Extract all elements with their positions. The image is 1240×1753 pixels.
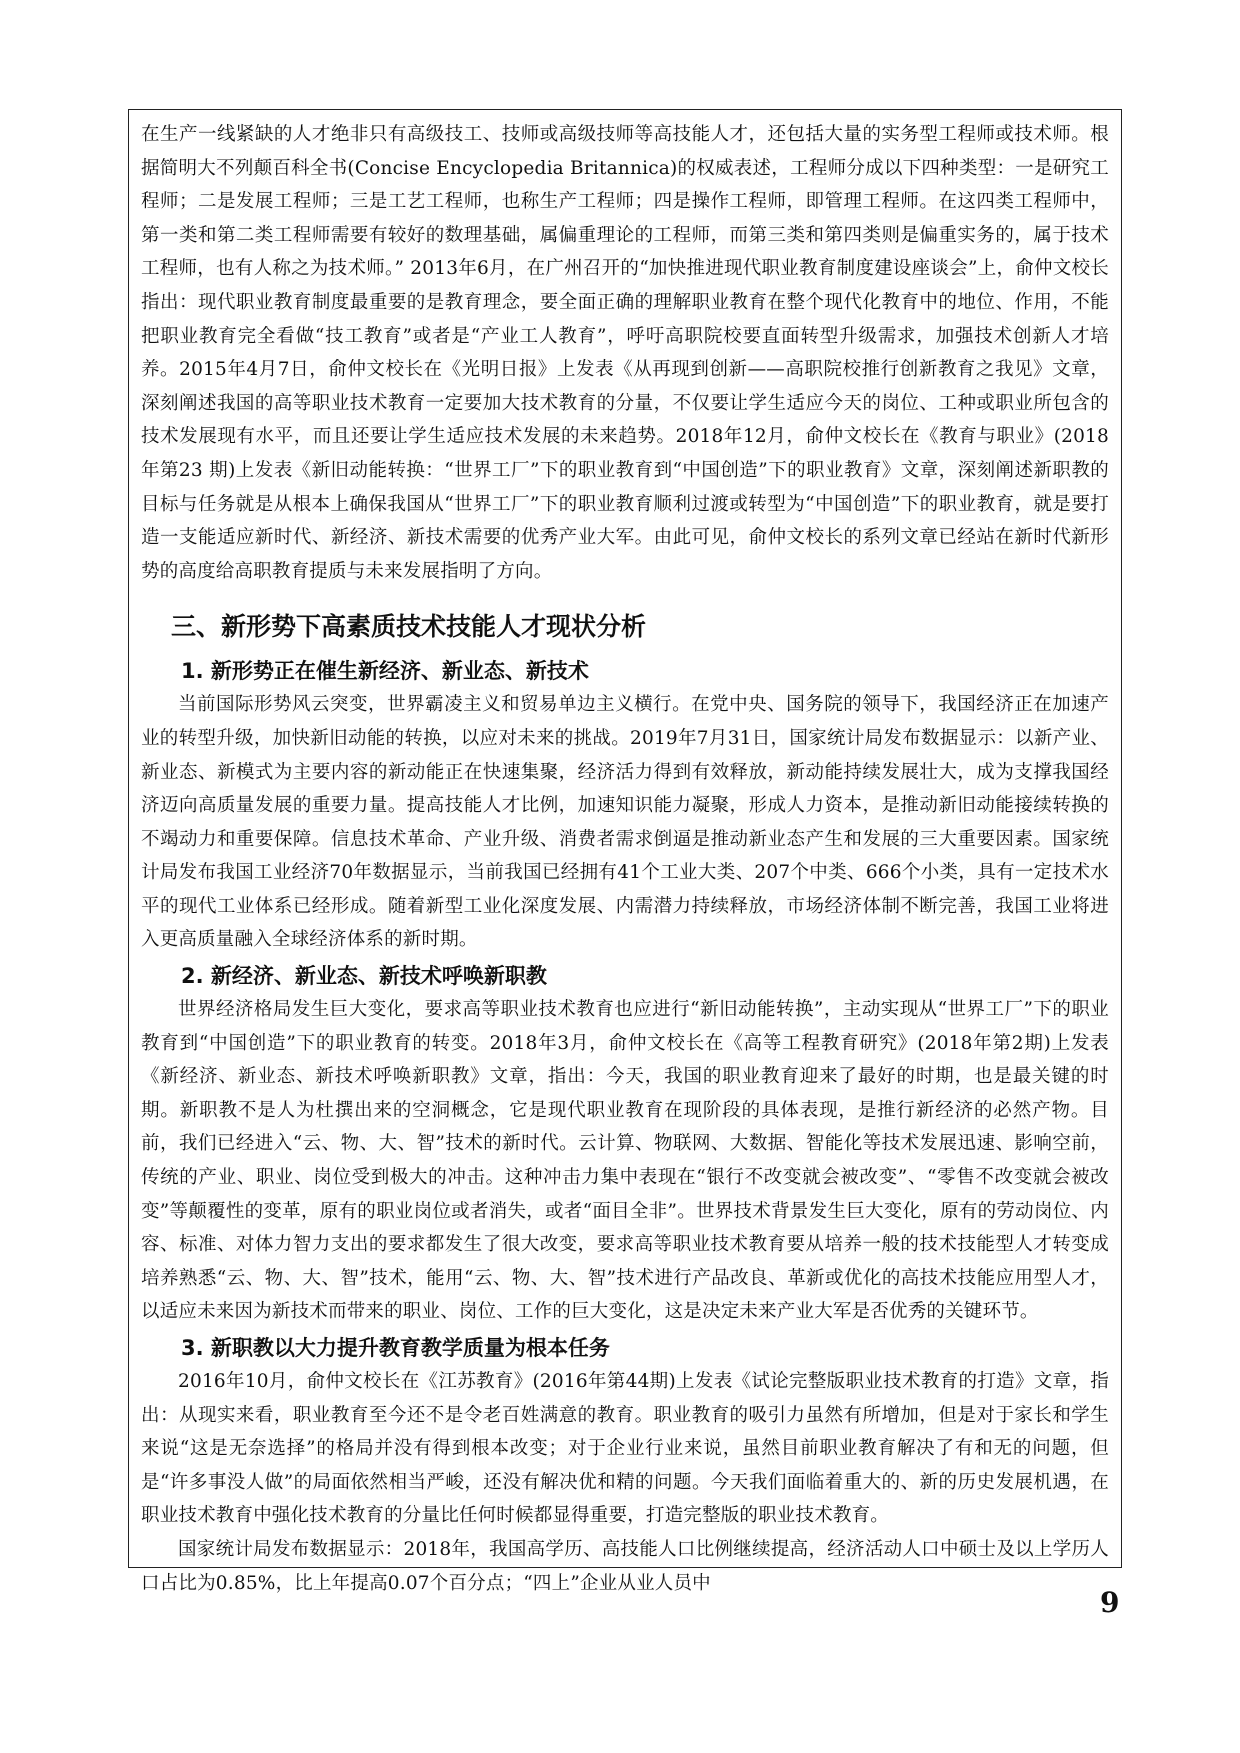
page-number: 9 bbox=[1100, 1586, 1120, 1619]
section-heading: 三、新形势下高素质技术技能人才现状分析 bbox=[171, 612, 647, 642]
opening-paragraph: 在生产一线紧缺的人才绝非只有高级技工、技师或高级技师等高技能人才，还包括大量的实务型工程师或技术师。根据简明大不列颠百科全书(Concise Encyclopedia Britannica)的权威表述，工程师分成以下四种类型：一是研究工程师；二是发展工程师；三是工艺工程师，也称生产工程师；四是操作工程师，即管理工程师。在这四类工程师中，第一类和第二类工程师需要有较好的数理基础，属偏重理论的工程师，而第三类和第四类则是偏重实务的，属于技术工程师，也有人称之为技术师。” 2013年6月，在广州召开的“加快推进现代职业教育制度建设座谈会”上，俞仲文校长指出：现代职业教育制度最重要的是教育理念，要全面正确的理解职业教育在整个现代化教育中的地位、作用，不能把职业教育完全看做“技工教育”或者是“产业工人教育”，呼吁高职院校要直面转型升级需求，加强技术创新人才培养。2015年4月7日，俞仲文校长在《光明日报》上发表《从再现到创新——高职院校推行创新教育之我见》文章，深刻阐述我国的高等职业技术教育一定要加大技术教育的分量，不仅要让学生适应今天的岗位、工种或职业所包含的技术发展现有水平，而且还要让学生适应技术发展的未来趋势。2018年12月，俞仲文校长在《教育与职业》(2018年第23 期)上发表《新旧动能转换：“世界工厂”下的职业教育到“中国创造”下的职业教育》文章，深刻阐述新职教的目标与任务就是从根本上确保我国从“世界工厂”下的职业教育顺利过渡或转型为“中国创造”下的职业教育，就是要打造一支能适应新时代、新经济、新技术需要的优秀产业大军。由此可见，俞仲文校长的系列文章已经站在新时代新形势的高度给高职教育提质与未来发展指明了方向。 bbox=[141, 124, 1109, 582]
subsection-1-paragraph: 当前国际形势风云突变，世界霸凌主义和贸易单边主义横行。在党中央、国务院的领导下，我国经济正在加速产业的转型升级，加快新旧动能的转换，以应对未来的挑战。2019年7月31日，国家统计局发布数据显示：以新产业、新业态、新模式为主要内容的新动能正在快速集聚，经济活力得到有效释放，新动能持续发展壮大，成为支撑我国经济迈向高质量发展的重要力量。提高技能人才比例，加速知识能力凝聚，形成人力资本，是推动新旧动能接续转换的不竭动力和重要保障。信息技术革命、产业升级、消费者需求倒逼是推动新业态产生和发展的三大重要因素。国家统计局发布我国工业经济70年数据显示，当前我国已经拥有41个工业大类、207个中类、666个小类，具有一定技术水平的现代工业体系已经形成。随着新型工业化深度发展、内需潜力持续释放，市场经济体制不断完善，我国工业将进入更高质量融入全球经济体系的新时期。 bbox=[141, 694, 1109, 951]
content-frame bbox=[128, 109, 1122, 1594]
subsection-1-heading: 1. 新形势正在催生新经济、新业态、新技术 bbox=[181, 659, 589, 684]
subsection-2-heading: 2. 新经济、新业态、新技术呼唤新职教 bbox=[181, 964, 547, 989]
subsection-3-heading: 3. 新职教以大力提升教育教学质量为根本任务 bbox=[181, 1336, 610, 1360]
subsection-3-paragraph-1: 2016年10月，俞仲文校长在《江苏教育》(2016年第44期)上发表《试论完整版职业技术教育的打造》文章，指出：从现实来看，职业教育至今还不是令老百姓满意的教育。职业教育的吸引力虽然有所增加，但是对于家长和学生来说“这是无奈选择”的格局并没有得到根本改变；对于企业行业来说，虽然目前职业教育解决了有和无的问题，但是“许多事没人做”的局面依然相当严峻，还没有解决优和精的问题。今天我们面临着重大的、新的历史发展机遇，在职业技术教育中强化技术教育的分量比任何时候都显得重要，打造完整版的职业技术教育。 bbox=[141, 1371, 1109, 1527]
subsection-3-paragraph-2: 国家统计局发布数据显示：2018年，我国高学历、高技能人口比例继续提高，经济活动人口中硕士及以上学历人口占比为0.85%，比上年提高0.07个百分点；“四上”企业从业人员中 bbox=[141, 1538, 1109, 1594]
subsection-2-paragraph: 世界经济格局发生巨大变化，要求高等职业技术教育也应进行“新旧动能转换”，主动实现从“世界工厂”下的职业教育到“中国创造”下的职业教育的转变。2018年3月，俞仲文校长在《高等工程教育研究》(2018年第2期)上发表《新经济、新业态、新技术呼唤新职教》文章，指出：今天，我国的职业教育迎来了最好的时期，也是最关键的时期。新职教不是人为杜撰出来的空洞概念，它是现代职业教育在现阶段的具体表现，是推行新经济的必然产物。目前，我们已经进入“云、物、大、智”技术的新时代。云计算、物联网、大数据、智能化等技术发展迅速、影响空前，传统的产业、职业、岗位受到极大的冲击。这种冲击力集中表现在“银行不改变就会被改变”、“零售不改变就会被改变”等颠覆性的变革，原有的职业岗位或者消失，或者“面目全非”。世界技术背景发生巨大变化，原有的劳动岗位、内容、标准、对体力智力支出的要求都发生了很大改变，要求高等职业技术教育要从培养一般的技术技能型人才转变成培养熟悉“云、物、大、智”技术，能用“云、物、大、智”技术进行产品改良、革新或优化的高技术技能应用型人才，以适应未来因为新技术而带来的职业、岗位、工作的巨大变化，这是决定未来产业大军是否优秀的关键环节。 bbox=[141, 999, 1109, 1323]
